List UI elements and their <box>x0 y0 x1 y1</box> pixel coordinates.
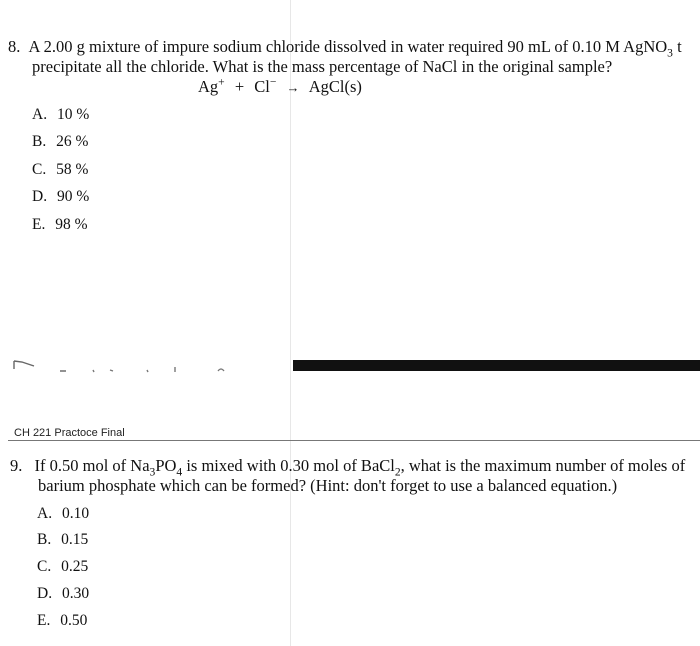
choice-text: 0.15 <box>61 531 89 548</box>
equation-cl: Cl <box>254 77 270 96</box>
cutoff-fragments <box>0 355 290 377</box>
question-8-number: 8. <box>8 37 21 56</box>
choice-text: 0.25 <box>61 558 89 575</box>
choice-text: 0.10 <box>61 505 90 522</box>
choice-letter: B. <box>37 531 52 548</box>
choice-letter: E. <box>37 612 51 629</box>
question-9-line-1 <box>10 456 686 479</box>
question-9-text-a: If 0.50 mol of Na <box>34 456 150 475</box>
choice-8-c[interactable] <box>32 161 88 179</box>
choice-letter: C. <box>37 558 52 575</box>
question-9-sub-3: 2 <box>394 466 401 479</box>
equation-plus: + <box>234 77 245 96</box>
choice-letter: C. <box>32 161 47 178</box>
choice-8-e[interactable] <box>32 216 88 234</box>
question-8-line-1 <box>8 37 682 60</box>
choice-8-b[interactable] <box>32 133 88 151</box>
choice-letter: D. <box>37 585 53 602</box>
question-9-number: 9. <box>10 456 23 475</box>
question-9-sub-1: 3 <box>149 466 156 479</box>
choice-8-a[interactable] <box>32 106 89 124</box>
choice-letter: E. <box>32 216 46 233</box>
choice-text: 0.50 <box>60 612 88 629</box>
question-8-text-tail: t <box>672 37 682 56</box>
question-8-text-a: A 2.00 g mixture of impure sodium chloride dissolved in water required 90 mL of 0.10 M AgNO <box>28 37 668 56</box>
choice-text: 0.30 <box>61 585 90 602</box>
redaction-bar <box>293 360 700 371</box>
question-9-text-b: PO <box>155 456 177 475</box>
choice-9-e[interactable] <box>37 612 87 630</box>
page-header-label: CH 221 Practoce Final <box>14 427 125 439</box>
question-9-sub-2: 4 <box>176 466 183 479</box>
choice-text: 98 % <box>55 216 88 233</box>
choice-text: 90 % <box>56 188 90 205</box>
question-9-text-c: is mixed with 0.30 mol of BaCl <box>182 456 395 475</box>
choice-letter: B. <box>32 133 47 150</box>
equation-cl-charge: − <box>269 76 277 89</box>
header-rule <box>8 440 700 441</box>
question-8-line-2: precipitate all the chloride. What is the mass percentage of NaCl in the original sample? <box>32 57 613 76</box>
question-9-text-d: , what is the maximum number of moles of <box>400 456 686 475</box>
equation-product: AgCl(s) <box>308 77 362 96</box>
choice-9-b[interactable] <box>37 531 88 549</box>
reaction-equation <box>198 77 362 98</box>
choice-text: 26 % <box>56 133 89 150</box>
question-9-line-2: barium phosphate which can be formed? (Hint: don't forget to use a balanced equation.) <box>38 476 618 495</box>
choice-8-d[interactable] <box>32 188 89 206</box>
choice-letter: A. <box>37 505 53 522</box>
equation-ag: Ag <box>198 77 219 96</box>
choice-9-a[interactable] <box>37 505 89 523</box>
equation-arrow: → <box>286 80 300 95</box>
equation-ag-charge: + <box>218 76 225 89</box>
choice-letter: A. <box>32 106 48 123</box>
choice-text: 58 % <box>56 161 89 178</box>
question-8-sub: 3 <box>667 47 673 60</box>
choice-text: 10 % <box>56 106 90 123</box>
choice-9-c[interactable] <box>37 558 88 576</box>
choice-letter: D. <box>32 188 48 205</box>
choice-9-d[interactable] <box>37 585 89 603</box>
